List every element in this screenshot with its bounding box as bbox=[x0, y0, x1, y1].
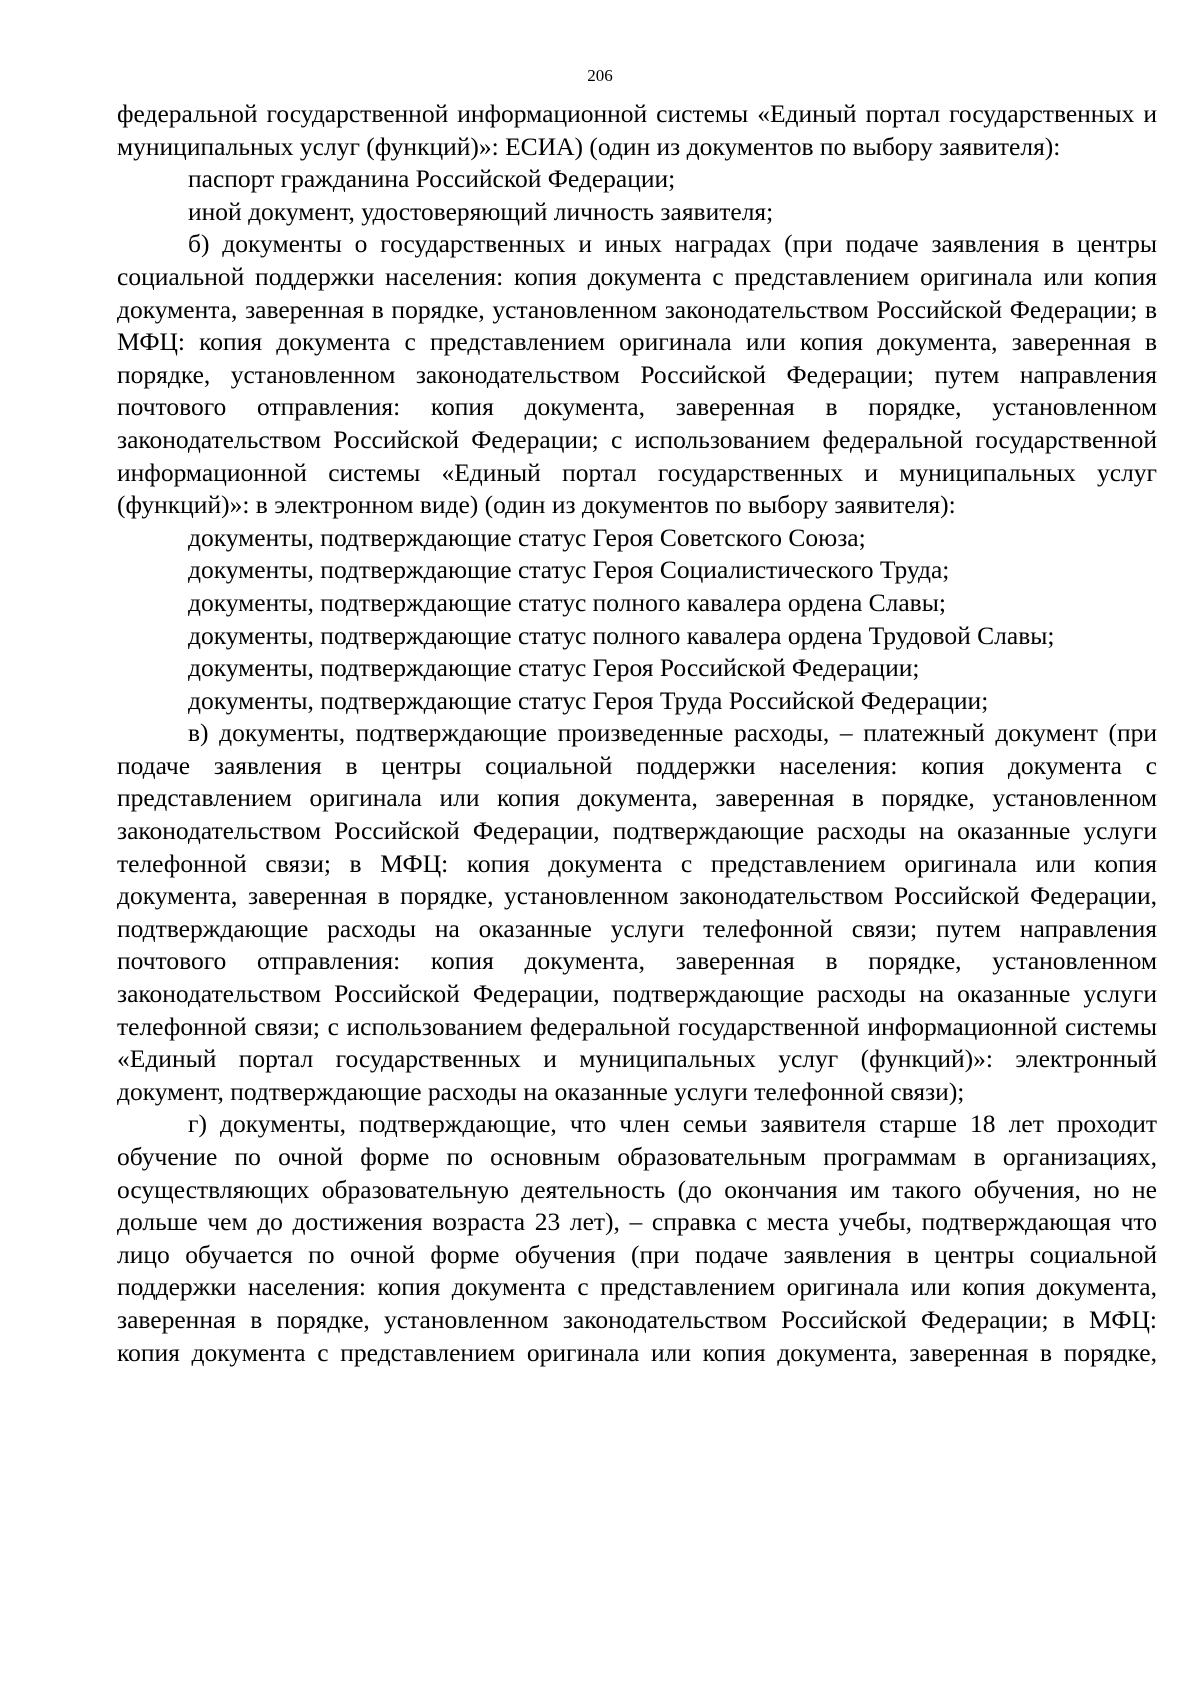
paragraph-esia-continuation: федеральной государственной информационной системы «Единый портал государственных и муниципальных услуг (функций)»: ЕСИА) (один из документов по выбору заявителя): bbox=[117, 99, 1157, 161]
paragraph-item-v-expenses: в) документы, подтверждающие произведенные расходы, – платежный документ (при подаче заявления в центры социальной поддержки населения: копия документа с представлением оригинала или копия документа, заверенная в порядке, установленном законодательством Российской Федерации, подтверждающие расходы на оказанные услуги телефонной связи; в МФЦ: копия документа с представлением оригинала или копия документа, заверенная в порядке, установленном законодательством Российской Федерации, подтверждающие расходы на оказанные услуги телефонной связи; путем направления почтового отправления: копия документа, заверенная в порядке, установленном законодательством Российской Федерации, подтверждающие расходы на оказанные услуги телефонной связи; с использованием федеральной государственной информационной системы «Единый портал государственных и муниципальных услуг (функций)»: электронный документ, подтверждающие расходы на оказанные услуги телефонной связи); bbox=[117, 718, 1157, 1106]
page-number: 206 bbox=[587, 66, 613, 85]
list-item-hero-socialist-labor: документы, подтверждающие статус Героя Социалистического Труда; bbox=[188, 555, 950, 585]
list-item-hero-labor-russia: документы, подтверждающие статус Героя Труда Российской Федерации; bbox=[188, 685, 989, 715]
list-item-order-of-labor-glory: документы, подтверждающие статус полного кавалера ордена Трудовой Славы; bbox=[188, 620, 1055, 650]
paragraph-item-g-education: г) документы, подтверждающие, что член семьи заявителя старше 18 лет проходит обучение по очной форме по основным образовательным программам в организациях, осуществляющих образовательную деятельность (до окончания им такого обучения, но не дольше чем до достижения возраста 23 лет), – справка с места учебы, подтверждающая что лицо обучается по очной форме обучения (при подаче заявления в центры социальной поддержки населения: копия документа с представлением оригинала или копия документа, заверенная в порядке, установленном законодательством Российской Федерации; в МФЦ: копия документа с представлением оригинала или копия документа, заверенная в порядке, bbox=[117, 1109, 1157, 1367]
list-item-order-of-glory: документы, подтверждающие статус полного кавалера ордена Славы; bbox=[188, 587, 946, 617]
paragraph-item-b-awards: б) документы о государственных и иных наградах (при подаче заявления в центры социальной поддержки населения: копия документа с представлением оригинала или копия документа, заверенная в порядке, установленном законодательством Российской Федерации; в МФЦ: копия документа с представлением оригинала или копия документа, заверенная в порядке, установленном законодательством Российской Федерации; путем направления почтового отправления: копия документа, заверенная в порядке, установленном законодательством Российской Федерации; с использованием федеральной государственной информационной системы «Единый портал государственных и муниципальных услуг (функций)»: в электронном виде) (один из документов по выбору заявителя): bbox=[117, 229, 1157, 520]
list-item-passport: паспорт гражданина Российской Федерации; bbox=[188, 164, 676, 194]
list-item-hero-ussr: документы, подтверждающие статус Героя Советского Союза; bbox=[188, 522, 866, 552]
document-body bbox=[117, 98, 1157, 1369]
list-item-hero-russia: документы, подтверждающие статус Героя Российской Федерации; bbox=[188, 653, 920, 683]
list-item-identity-document: иной документ, удостоверяющий личность заявителя; bbox=[188, 196, 774, 226]
